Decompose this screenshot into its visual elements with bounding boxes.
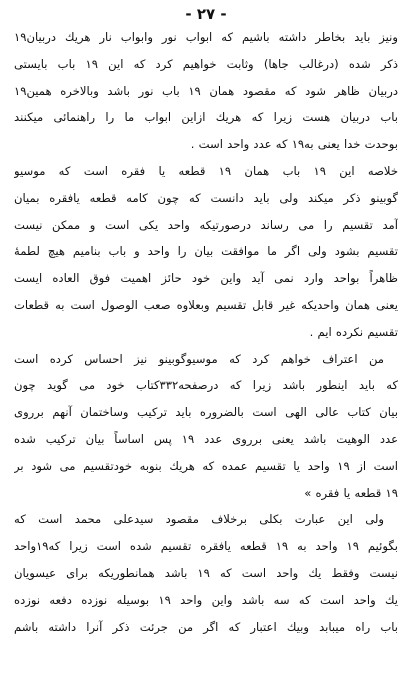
paragraph-3 <box>14 346 398 507</box>
paragraph-line: باب دربيان هست زيرا كه هريك ازاين ابواب ما را راهنمائى ميكنند <box>14 110 398 125</box>
paragraph-line: بگوئيم ١٩ واحد به ١٩ قطعه يافقره تقسيم شده است زيرا كه١٩واحد <box>14 539 398 554</box>
paragraph-2 <box>14 158 398 346</box>
paragraph-line: ظاهراً بواحد وارد نمى آيد واين خود حائز اهميت فوق العاده ايست <box>14 271 398 286</box>
paragraph-line: باب راه ميبابد وبيك اعتبار كه اگر من جرئت ذكر آنرا داشته باشم <box>14 619 398 634</box>
paragraph-line: تقسيم بشود ولى اگر ما موافقت بيان را واحد و باب بناميم هيچ لطمهٔ <box>14 244 398 259</box>
paragraph-line: گوبينو ذكر ميكند ولى بايد دانست كه چون كامه قطعه يافقره بميان <box>14 190 398 205</box>
paragraph-line: يك واحد است كه سه باشد واين واحد ١٩ بوسيله نوزده دفعه نوزده <box>14 592 398 607</box>
paragraph-line: كه بايد اينطور باشد زيرا كه درصفحه٣٣٢كتاب خود مى گويد چون <box>14 378 398 393</box>
paragraph-line: بوحدت خدا يعنى به١٩ كه عدد واحد است . <box>190 137 398 152</box>
paragraph-line: آمد تقسيم را مى رساند درصورتيكه واحد يكى است و ممكن نيست <box>14 217 398 232</box>
paragraph-line: نيست وفقط يك واحد است كه ١٩ باشد همانطوريكه براى عيسويان <box>14 565 398 580</box>
paragraph-line: ١٩ قطعه يا فقره » <box>304 485 398 500</box>
paragraph-line: بيان كتاب عالى الهى است بالضروره بايد تركيب وساختمان آنهم برروى <box>14 405 398 420</box>
paragraph-1 <box>14 24 398 158</box>
paragraph-line: خلاصه اين ١٩ باب همان ١٩ قطعه يا فقره است كه موسيو <box>14 163 398 178</box>
paragraph-line: يعنى همان واحديكه غير قابل تقسيم وبعلاوه صعب الوصول است به قطعات <box>14 297 398 312</box>
paragraph-line: ونيز بايد بخاطر داشته باشيم كه ابواب نور وابواب نار هريك دربيان١٩ <box>14 30 398 44</box>
paragraph-line: دربيان ظاهر شود كه مقصود همان ١٩ باب نور باشد وبالاخره همين١٩ <box>14 83 398 98</box>
page-number: - ٢٧ - <box>185 5 227 23</box>
paragraph-line: است از ١٩ واحد يا تقسيم عمده كه هريك بنوبه خودتقسيم مى شود بر <box>14 458 398 473</box>
paragraph-line: ولى اين عبارت بكلى برخلاف مقصود سيدعلى محمد است كه <box>14 512 384 527</box>
paragraph-line: تقسيم نكرده ايم . <box>309 324 398 339</box>
paragraph-4 <box>14 506 398 640</box>
paragraph-line: ذكر شده (درغالب جاها) وثابت خواهيم كرد كه اين ١٩ باب بايستى <box>14 56 398 71</box>
paragraph-line: من اعتراف خواهم كرد كه موسيوگوبينو نيز احساس كرده است <box>14 351 384 366</box>
paragraph-line: عدد الوهيت باشد يعنى برروى عدد ١٩ پس اساساً بيان تركيب شده <box>14 431 398 446</box>
